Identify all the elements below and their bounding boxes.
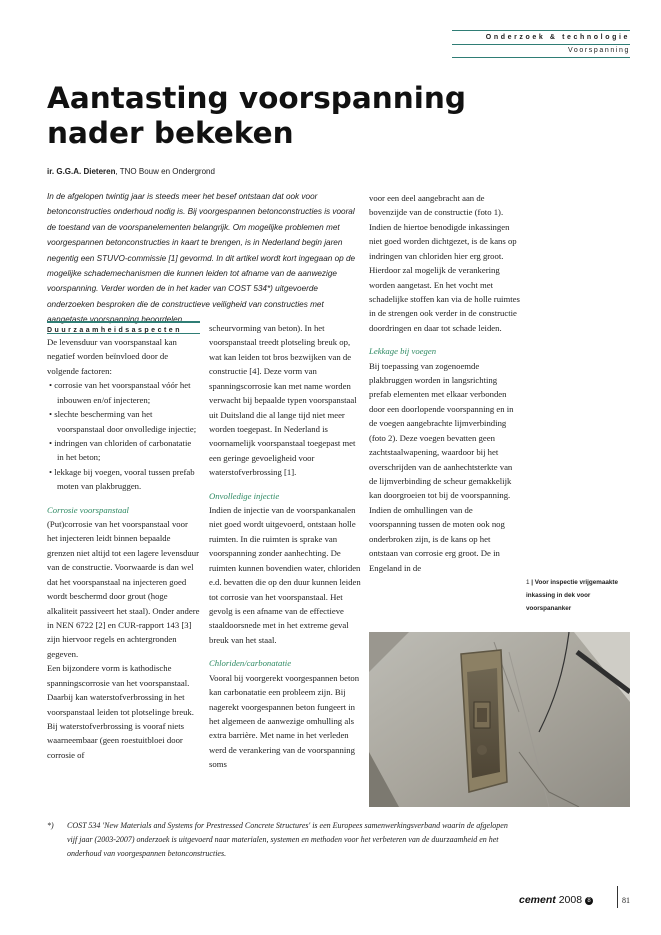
title-line-1: Aantasting voorspanning bbox=[47, 81, 467, 115]
column-1 bbox=[47, 321, 200, 762]
col2-paragraph: scheurvorming van beton). In het voorspanstaal treedt plotseling breuk op, wat kan leiden tot bros bezwijken van de constructie [4]. Deze vorm van spanningscorrosie kan met name worden verwacht bij bepaalde typen voorspanstaal uit Duitsland die al lange tijd niet meer worden toegepast. In Nederland is voornamelijk voorspanstaal toegepast met een geringe gevoeligheid voor waterstofverbrossing [1]. bbox=[209, 323, 357, 478]
subheading-lekkage: Lekkage bij voegen bbox=[369, 346, 437, 357]
col1-paragraph: (Put)corrosie van het voorspanstaal voor het injecteren leidt binnen bepaalde grenzen niet altijd tot een lagere levensduur van de constructie. Voorwaarde is dan wel dat het voorspanstaal na injecteren goed wordt beschermd door grout (hoge alkaliteit passiveert het staal). Onder andere in NEN 6722 [2] en CUR-rapport 143 [3] zijn hiervoor regels en achtergronden gegeven. bbox=[47, 519, 200, 659]
author: ir. G.G.A. Dieteren bbox=[47, 167, 116, 176]
col1-intro: De levensduur van voorspanstaal kan negatief worden beïnvloed door de volgende factoren: bbox=[47, 337, 177, 376]
col3-paragraph: Bij toepassing van zogenoemde plakbruggen worden in langsrichting prefab elementen met elkaar verbonden door een doorlopende voorspanning en in de voegen aangebrachte lijmverbinding (foto 2). Deze voegen bevatten geen zachtstaalwapening, waardoor bij het overschrijden van de aanhechtsterkte van de lijmverbinding de scheur gemakkelijk kan doorgroeien tot bij de voorspanning. Indien de omhullingen van de voorspanning tussen de moten ook nog onderbroken zijn, is de kans op het ontstaan van corrosie erg groot. De in Engeland in de bbox=[369, 360, 514, 573]
caption-text: Voor inspectie vrijgemaakte inkassing in dek voor voorspananker bbox=[526, 579, 618, 612]
subheading-chloriden: Chloriden/carbonatatie bbox=[209, 658, 292, 669]
list-item: • corrosie van het voorspanstaal vóór het inbouwen en/of injecteren; bbox=[47, 378, 200, 407]
photo-caption: 1 | Voor inspectie vrijgemaakte inkassing in dek voor voorspananker bbox=[526, 579, 618, 612]
column-3 bbox=[369, 191, 521, 575]
subsection-label: Voorspanning bbox=[567, 47, 630, 54]
lead-paragraph: In de afgelopen twintig jaar is steeds meer het besef ontstaan dat ook voor betonconstructies onderhoud nodig is. Bij voorgespannen betonconstructies is vooral de toestand van de voorspanelementen belangrijk. Om mogelijke problemen met voorgespannen betonconstructies in kaart te brengen, is in Nederland begin jaren negentig een STUVO-commissie [1] gevormd. In dit artikel wordt kort ingegaan op de mogelijke schademechanismen die kunnen leiden tot afname van de aanwezige voorspanning. Verder worden de in het kader van COST 534*) uitgevoerde onderzoeken besproken die de constructieve veiligheid van constructies met aangetaste voorspanning beoordelen. bbox=[47, 192, 356, 325]
list-item: • lekkage bij voegen, vooral tussen prefab moten van plakbruggen. bbox=[47, 465, 200, 494]
col2-paragraph: Vooral bij voorgerekt voorgespannen beton kan carbonatatie een probleem zijn. Bij nagerekt voorgespannen beton fungeert in het algemeen de aanwezige omhulling als extra barrière. Met name in het verleden werd de verankering van de voorspanning soms bbox=[209, 672, 360, 770]
subheading-injectie: Onvolledige injectie bbox=[209, 490, 280, 501]
footnote-text: COST 534 'New Materials and Systems for Prestressed Concrete Structures' is een Europees samenwerkingsverband waarin de afgelopen vijf jaar (2003-2007) onderzoek is uitgevoerd naar materialen, systemen en methoden voor het verbeteren van de duurzaamheid en het onderhoud van voorgespannen betonconstructies. bbox=[67, 821, 508, 858]
section-heading: Duurzaamheidsaspecten bbox=[47, 321, 200, 334]
footnote bbox=[47, 819, 517, 861]
col3-paragraph: voor een deel aangebracht aan de bovenzijde van de constructie (foto 1). Indien de hiertoe benodigde inkassingen niet goed worden dichtgezet, is de kans op indringen van chloriden hier erg groot. Hierdoor zal mogelijk de verankering worden aangetast. En het vocht met schadelijke stoffen kan via de holle ruimtes in de strengen ook verder in de constructie doordringen en daar tot schade leiden. bbox=[369, 193, 520, 333]
column-2 bbox=[209, 321, 361, 772]
page-number: 81 bbox=[622, 896, 630, 905]
header-rule-bottom bbox=[452, 57, 630, 58]
col2-paragraph: Indien de injectie van de voorspankanalen niet goed wordt uitgevoerd, ontstaan holle ruimten. In die ruimten is sprake van voorspanning zonder aanhechting. De ruimten kunnen bovendien water, chloriden e.d. bevatten die op den duur kunnen leiden tot corrosie van het voorspanstaal. Het gevolg is een afname van de effectieve staaldoorsnede met in het extreme geval breuk van het staal. bbox=[209, 505, 361, 645]
footer-divider bbox=[617, 886, 618, 908]
affiliation: , TNO Bouw en Ondergrond bbox=[115, 167, 215, 176]
section-label: Onderzoek & technologie bbox=[485, 34, 630, 41]
brand-year: 2008 bbox=[558, 894, 583, 906]
list-item: • indringen van chloriden of carbonatatie in het beton; bbox=[47, 436, 200, 465]
caption-number: 1 bbox=[526, 579, 530, 586]
inspection-photo bbox=[369, 632, 630, 807]
issue-badge: 8 bbox=[585, 897, 593, 905]
list-item: • slechte bescherming van het voorspanstaal door onvolledige injectie; bbox=[47, 407, 200, 436]
brand-name: cement bbox=[519, 894, 556, 906]
subheading-corrosie: Corrosie voorspanstaal bbox=[47, 504, 129, 515]
header-rule-middle bbox=[452, 44, 630, 45]
photo-image bbox=[369, 632, 630, 807]
title-line-2: nader bekeken bbox=[47, 116, 294, 150]
header-rule-top bbox=[452, 30, 630, 31]
magazine-brand bbox=[519, 894, 593, 906]
factor-list bbox=[47, 378, 200, 493]
col1-paragraph: Een bijzondere vorm is kathodische spanningscorrosie van het voorspanstaal. Daarbij kan waterstofverbrossing in het voorspanstaal leiden tot plotselinge breuk. Bij waterstofverbrossing is vooraf niets waarneembaar (geen roestuitbloei door corrosie of bbox=[47, 663, 194, 760]
footnote-mark: *) bbox=[47, 821, 54, 830]
byline bbox=[47, 167, 215, 176]
page-title bbox=[47, 81, 467, 151]
